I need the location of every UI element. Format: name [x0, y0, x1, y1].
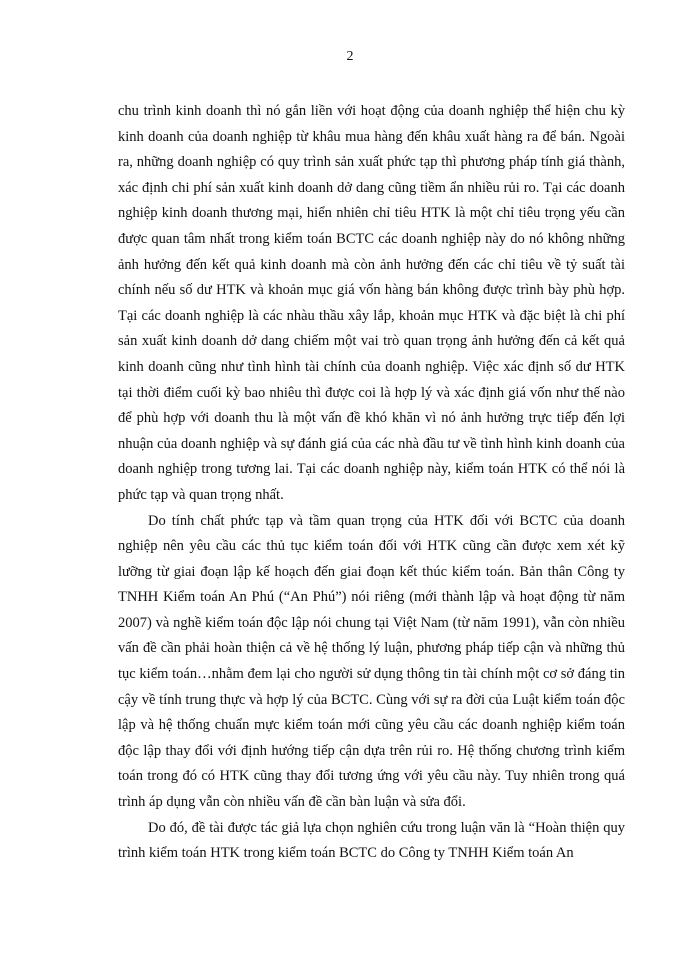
- paragraph-1: chu trình kinh doanh thì nó gắn liền với hoạt động của doanh nghiệp thể hiện chu kỳ kinh doanh của doanh nghiệp từ khâu mua hàng đến khâu xuất hàng ra để bán. Ngoài ra, những doanh nghiệp có quy trình sản xuất phức tạp thì phương pháp tính giá thành, xác định chi phí sản xuất kinh doanh dở dang cũng tiềm ẩn nhiều rủi ro. Tại các doanh nghiệp kinh doanh thương mại, hiển nhiên chỉ tiêu HTK là một chỉ tiêu trọng yếu cần được quan tâm nhất trong kiểm toán BCTC các doanh nghiệp này do nó không những ảnh hưởng đến kết quả kinh doanh mà còn ảnh hưởng đến các chỉ tiêu về tỷ suất tài chính nếu số dư HTK và khoản mục giá vốn hàng bán không được trình bày phù hợp. Tại các doanh nghiệp là các nhàu thầu xây lắp, khoản mục HTK và đặc biệt là chi phí sản xuất kinh doanh dở dang chiếm một vai trò quan trọng ảnh hưởng đến cả kết quả kinh doanh cũng như tình hình tài chính của doanh nghiệp. Việc xác định số dư HTK tại thời điểm cuối kỳ bao nhiêu thì được coi là hợp lý và xác định giá vốn như thế nào để phù hợp với doanh thu là một vấn đề khó khăn vì nó ảnh hưởng trực tiếp đến lợi nhuận của doanh nghiệp và sự đánh giá của các nhà đầu tư về tình hình kinh doanh của doanh nghiệp trong tương lai. Tại các doanh nghiệp này, kiểm toán HTK có thể nói là phức tạp và quan trọng nhất.: [118, 103, 625, 503]
- page-number: 2: [346, 49, 354, 64]
- body-text: [118, 99, 625, 867]
- paragraph-3: Do đó, đề tài được tác giả lựa chọn nghiên cứu trong luận văn là “Hoàn thiện quy trình kiểm toán HTK trong kiểm toán BCTC do Công ty TNHH Kiểm toán An: [118, 819, 625, 862]
- paragraph-2: Do tính chất phức tạp và tầm quan trọng của HTK đối với BCTC của doanh nghiệp nên yêu cầu các thủ tục kiểm toán đối với HTK cũng cần được xem xét kỹ lưỡng từ giai đoạn lập kế hoạch đến giai đoạn kết thúc kiểm toán. Bản thân Công ty TNHH Kiểm toán An Phú (“An Phú”) nói riêng (mới thành lập và hoạt động từ năm 2007) và nghề kiểm toán độc lập nói chung tại Việt Nam (từ năm 1991), vẫn còn nhiều vấn đề cần phải hoàn thiện cả về hệ thống lý luận, phương pháp tiếp cận và những thủ tục kiểm toán…nhằm đem lại cho người sử dụng thông tin tài chính một cơ sở đáng tin cậy về tính trung thực và hợp lý của BCTC. Cùng với sự ra đời của Luật kiểm toán độc lập và hệ thống chuẩn mực kiểm toán mới cũng yêu cầu các doanh nghiệp kiểm toán độc lập thay đổi với định hướng tiếp cận dựa trên rủi ro. Hệ thống chương trình kiểm toán trong đó có HTK cũng thay đổi tương ứng với yêu cầu này. Tuy nhiên trong quá trình áp dụng vẫn còn nhiều vấn đề cần bàn luận và sửa đổi.: [118, 512, 625, 811]
